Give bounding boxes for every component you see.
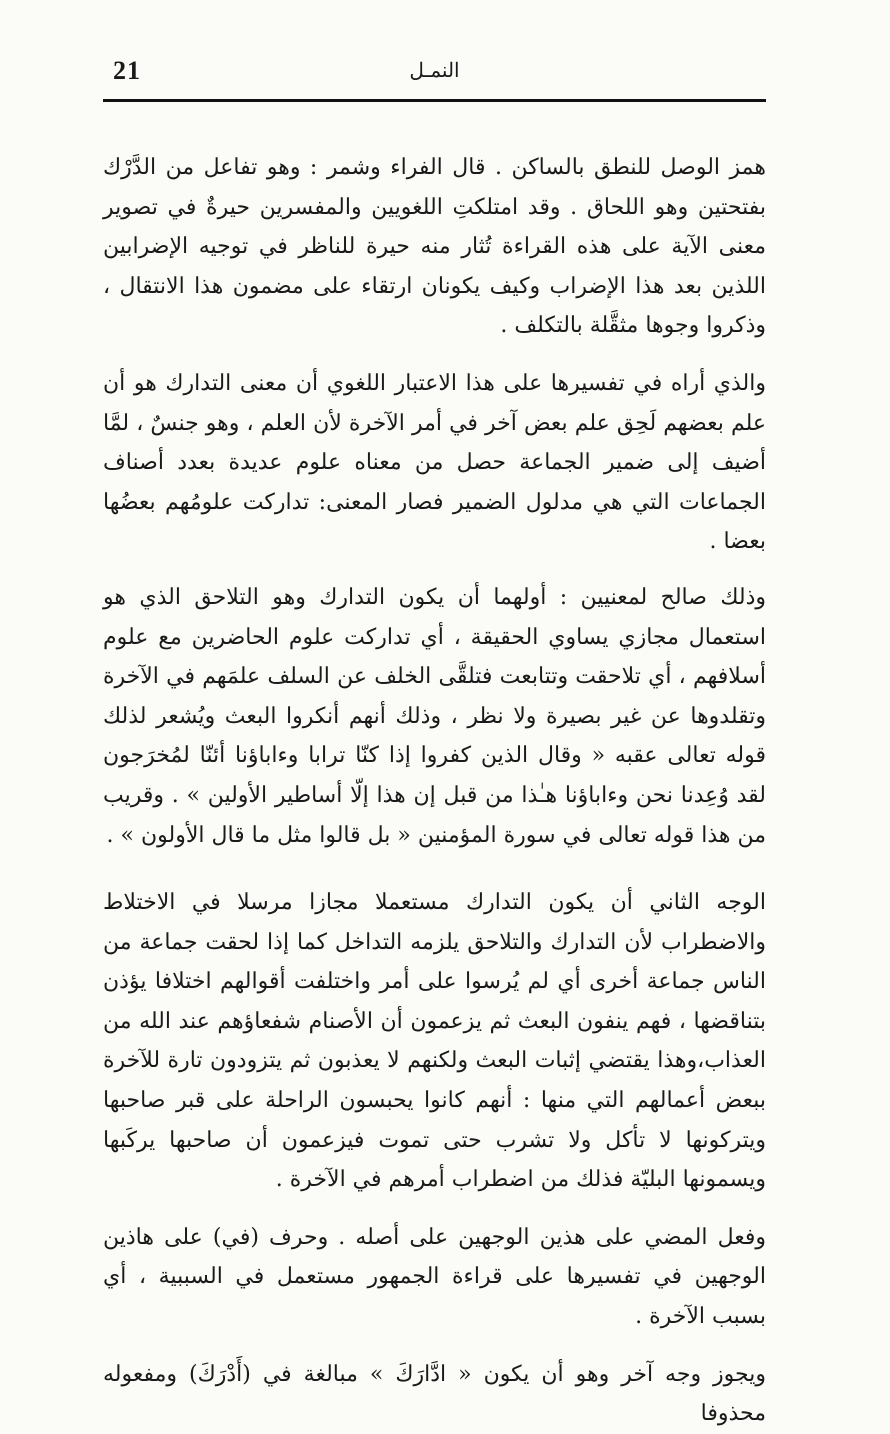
- paragraph-2: والذي أراه في تفسيرها على هذا الاعتبار اللغوي أن معنى التدارك هو أن علم بعضهم لَحِق علم بعض آخر في أمر الآخرة لأن العلم ، وهو جنسٌ ، لمَّا أضيف إلى ضمير الجماعة حصل من معناه علوم عديدة بعدد أصناف الجماعات التي هي مدلول الضمير فصار المعنى: تداركت علومُهم بعضُها بعضا .: [103, 370, 766, 555]
- paragraph-5: وفعل المضي على هذين الوجهين على أصله . وحرف (في) على هاذين الوجهين في تفسيرها على قراءة الجمهور مستعمل في السببية ، أي بسبب الآخرة .: [103, 1224, 766, 1330]
- page-header: [103, 52, 766, 100]
- paragraph-4: الوجه الثاني أن يكون التدارك مستعملا مجازا مرسلا في الاختلاط والاضطراب لأن التدارك والتلاحق يلزمه التداخل كما إذا لحقت جماعة من الناس جماعة أخرى أي لم يُرسوا على أمر واختلفت أقوالهم اختلافا يؤذن بتناقضها ، فهم ينفون البعث ثم يزعمون أن الأصنام شفعاؤهم عند الله من العذاب،وهذا يقتضي إثبات البعث ولكنهم لا يعذبون ثم يتزودون تارة للآخرة ببعض أعمالهم التي منها : أنهم كانوا يحبسون الراحلة على قبر صاحبها ويتركونها لا تأكل ولا تشرب حتى تموت فيزعمون أن صاحبها يركَبها ويسمونها البليّة فذلك من اضطراب أمرهم في الآخرة .: [103, 890, 766, 1193]
- body-text: [103, 148, 766, 1434]
- paragraph-1: همز الوصل للنطق بالساكن . قال الفراء وشمر : وهو تفاعل من الدَّرْك بفتحتين وهو اللحاق . وقد امتلكتِ اللغويين والمفسرين حيرةٌ في تصوير معنى الآية على هذه القراءة تُثار منه حيرة للناظر في توجيه الإضرابين اللذين بعد هذا الإضراب وكيف يكونان ارتقاء على مضمون هذا الانتقال ، وذكروا وجوها مثقَّلة بالتكلف .: [103, 155, 766, 339]
- running-title: النمـل: [409, 58, 460, 82]
- page-number: 21: [113, 56, 141, 85]
- paragraph-6: ويجوز وجه آخر وهو أن يكون « ادَّارَكَ » مبالغة في (أَدْرَكَ) ومفعوله محذوفا: [103, 1361, 766, 1427]
- paragraph-3: وذلك صالح لمعنيين : أولهما أن يكون التدارك وهو التلاحق الذي هو استعمال مجازي يساوي الحقيقة ، أي تداركت علوم الحاضرين مع علوم أسلافهم ، أي تلاحقت وتتابعت فتلقَّى الخلف عن السلف علمَهم في الآخرة وتقلدوها عن غير بصيرة ولا نظر ، وذلك أنهم أنكروا البعث ويُشعر لذلك قوله تعالى عقبه « وقال الذين كفروا إذا كنّا ترابا وءاباؤنا أئنّا لمُخرَجون لقد وُعِدنا نحن وءاباؤنا هـٰذا من قبل إن هذا إلّا أساطير الأولين » . وقريب من هذا قوله تعالى في سورة المؤمنين « بل قالوا مثل ما قال الأولون » .: [103, 584, 766, 848]
- header-rule: [103, 99, 766, 102]
